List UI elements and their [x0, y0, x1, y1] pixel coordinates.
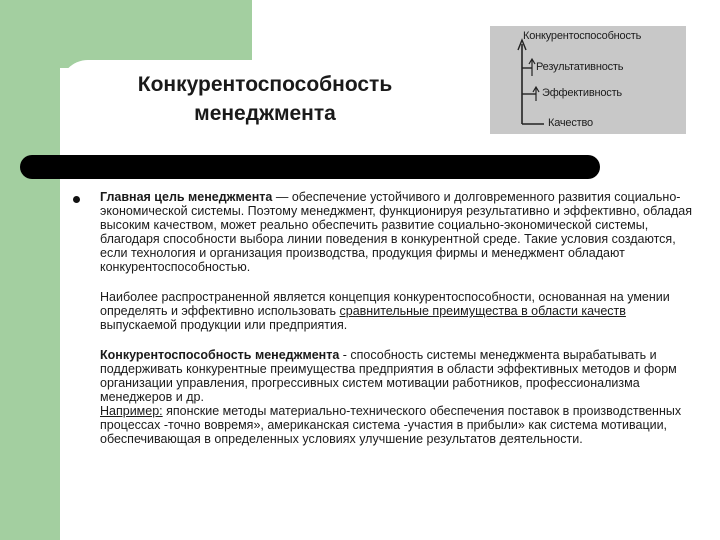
green-left-strip: [0, 0, 60, 540]
p1-text: — обеспечение устойчивого и долговременного развития социально-экономической системы. Поэтому менеджмент, функционируя результативно и эффективно, обладая высоким качеством, может реально обеспечить развитие социально-экономической системы, благодаря способности выбора линии поведения в конкурентной среде. Такие условия создаются, если технология и организация производства, продукция фирмы и менеджмент обладают конкурентоспособностью.: [100, 190, 692, 274]
slide-title: [75, 70, 455, 128]
p4-text: японские методы материально-технического обеспечения поставок в производственных процессах -точно вовремя», американская система -участия в прибыли» как система мотивации, обеспечивающая в определенных условиях улучшение результатов деятельности.: [100, 404, 682, 446]
diagram-label-3: Эффективность: [542, 87, 622, 99]
p2-tail: выпускаемой продукции или предприятия.: [100, 318, 348, 332]
diagram-label-4: Качество: [548, 117, 593, 129]
black-divider-bar: [20, 155, 600, 179]
paragraph-3: [100, 348, 695, 404]
paragraph-1: [100, 190, 695, 274]
p2-text: Наиболее распространенной является концепция конкурентоспособности, основанная на умении определять и эффективно использовать: [100, 290, 670, 318]
slide-body: [100, 190, 695, 446]
paragraph-2: [100, 290, 695, 332]
p2-link[interactable]: сравнительные преимущества в области качеств: [339, 304, 626, 318]
hierarchy-diagram: [490, 26, 686, 134]
diagram-label-2: Результативность: [536, 61, 624, 73]
p3-bold: Конкурентоспособность менеджмента: [100, 348, 340, 362]
p4-link[interactable]: Например:: [100, 404, 163, 418]
title-line-1: Конкурентоспособность: [137, 73, 393, 96]
paragraph-4: [100, 404, 695, 446]
diagram-label-top: Конкурентоспособность: [523, 30, 642, 42]
p1-bold: Главная цель менеджмента: [100, 190, 273, 204]
bullet-dot: [73, 196, 80, 203]
p3-text: - способность системы менеджмента вырабатывать и поддерживать конкурентные преимущества предприятия в области эффективных методов и форм организации управления, прогрессивных систем мотивации работников, профессионализма менеджеров и др.: [100, 348, 677, 404]
title-line-2: менеджмента: [194, 102, 336, 125]
